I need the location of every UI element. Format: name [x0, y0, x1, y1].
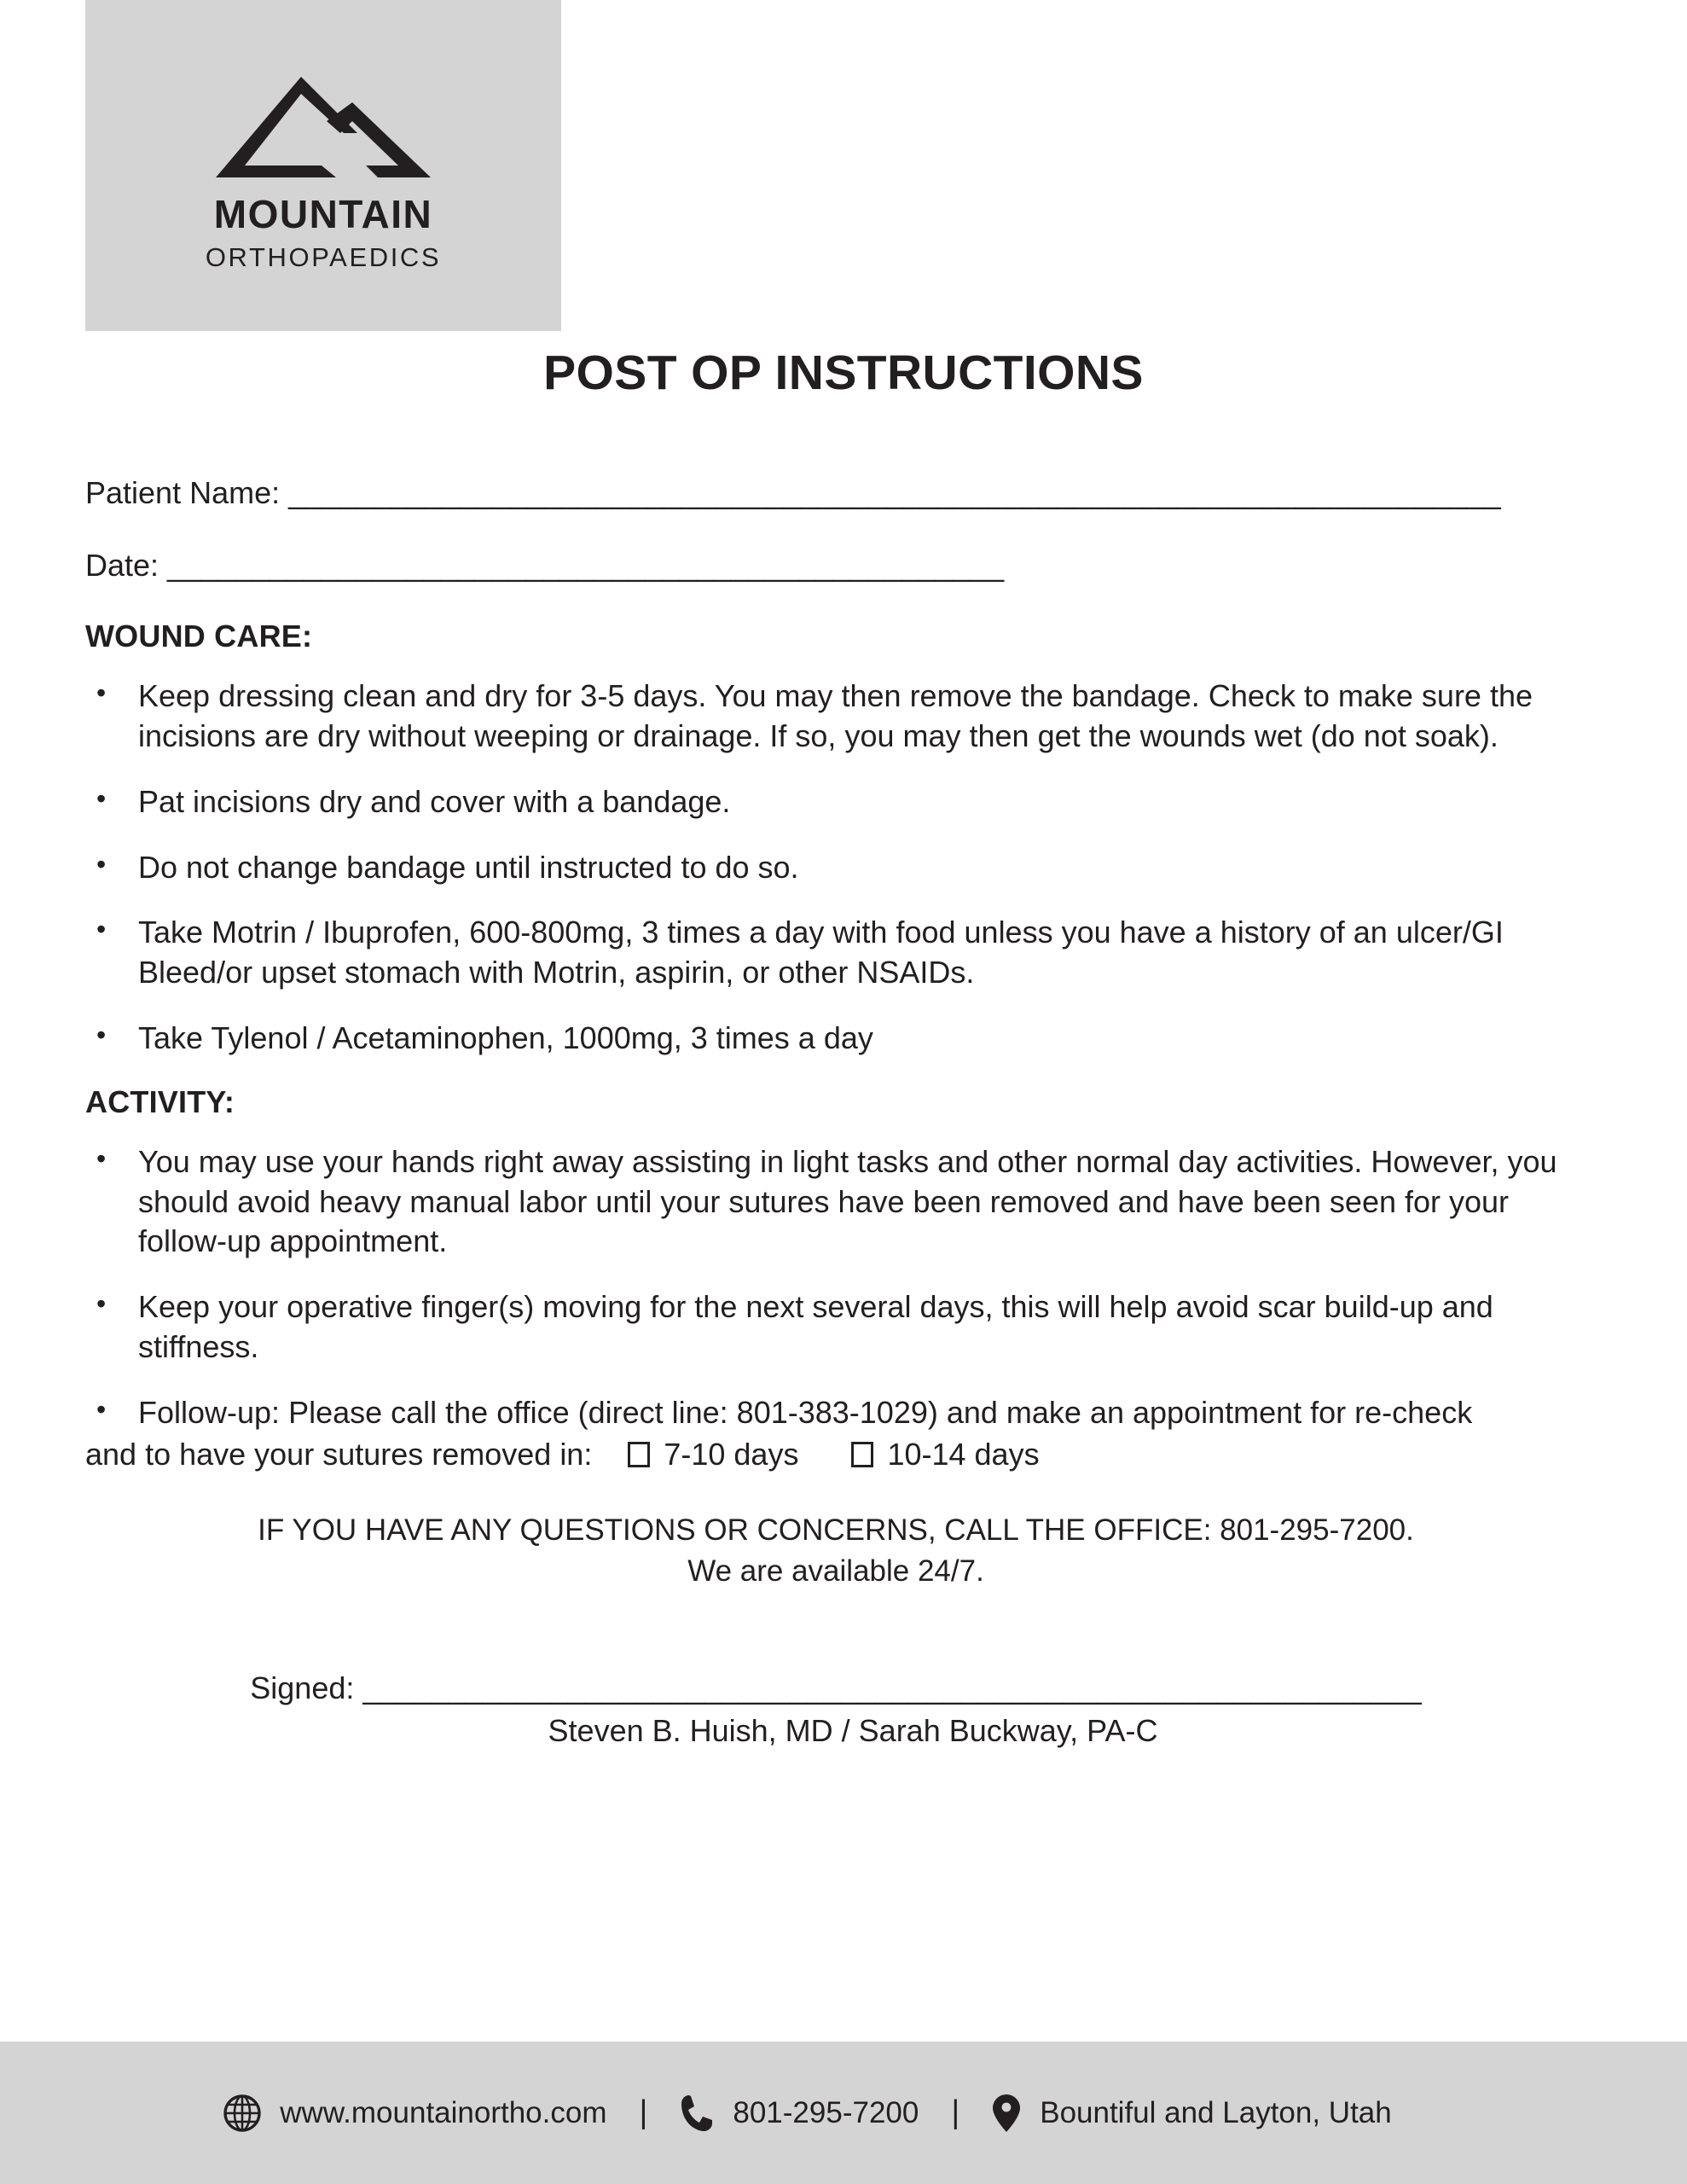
logo-subwordmark: ORTHOPAEDICS	[205, 241, 442, 272]
checkbox-box[interactable]	[628, 1442, 650, 1467]
date-field	[85, 547, 1586, 585]
list-item: • You may use your hands right away assisting in light tasks and other normal day activities. However, you should avoid heavy manual labor until your sutures have been removed and have been seen for your follow-up appointment.	[85, 1142, 1586, 1262]
mountain-icon	[216, 77, 431, 181]
section-heading-activity: ACTIVITY:	[85, 1083, 235, 1119]
footer-phone-text: 801-295-7200	[733, 2096, 919, 2129]
map-pin-icon	[992, 2094, 1021, 2133]
list-item: • Keep your operative finger(s) moving for the next several days, this will help avoid scar build-up and stiffness.	[85, 1287, 1586, 1368]
list-item: • Pat incisions dry and cover with a bandage.	[85, 782, 1586, 822]
footer-separator: |	[639, 2094, 648, 2130]
checkbox-box[interactable]	[851, 1442, 873, 1467]
checkbox-10-14-days[interactable]	[851, 1435, 1039, 1475]
activity-list	[85, 1142, 1586, 1475]
patient-name-label: Patient Name:	[85, 475, 289, 510]
document-body	[85, 474, 1586, 1751]
list-item: • Keep dressing clean and dry for 3-5 days. You may then remove the bandage. Check to make sure the incisions are dry without weeping or drainage. If so, you may then get the wounds wet (do not soak).	[85, 677, 1586, 757]
footer-location-text: Bountiful and Layton, Utah	[1040, 2096, 1392, 2129]
footer-separator: |	[951, 2094, 960, 2130]
signature-names: Steven B. Huish, MD / Sarah Buckway, PA-C	[548, 1713, 1158, 1749]
patient-name-rule[interactable]: _______________________________________________________________________	[288, 475, 1501, 510]
footer-content	[223, 2094, 1391, 2133]
followup-line-1: • Follow-up: Please call the office (direct line: 801-383-1029) and make an appointment for re-check	[138, 1394, 1473, 1430]
section-heading-wound-care: WOUND CARE:	[85, 619, 313, 654]
contact-callout	[85, 1510, 1586, 1591]
footer-location[interactable]	[992, 2094, 1392, 2133]
followup-line-2	[85, 1435, 1586, 1475]
callout-line-2: We are available 24/7.	[687, 1554, 984, 1588]
checkbox-label: 7-10 days	[664, 1436, 799, 1472]
wound-care-list	[85, 677, 1586, 1059]
list-item-followup	[85, 1393, 1586, 1475]
globe-icon	[223, 2094, 261, 2132]
list-item: • Take Tylenol / Acetaminophen, 1000mg, 3 times a day	[85, 1019, 1586, 1059]
checkbox-7-10-days[interactable]	[628, 1435, 798, 1475]
footer-phone[interactable]	[680, 2094, 919, 2133]
followup-label: and to have your sutures removed in:	[85, 1436, 593, 1472]
list-item: • Take Motrin / Ibuprofen, 600-800mg, 3 times a day with food unless you have a history of an ulcer/GI Bleed/or upset stomach with Motrin, aspirin, or other NSAIDs.	[85, 913, 1586, 993]
checkbox-label: 10-14 days	[887, 1436, 1040, 1472]
signature-rule[interactable]: ______________________________________________________________	[362, 1670, 1422, 1705]
signature-line	[85, 1669, 1586, 1709]
footer-website[interactable]	[223, 2094, 606, 2132]
patient-name-field	[85, 474, 1586, 513]
footer-website-text: www.mountainortho.com	[280, 2096, 607, 2129]
logo-block	[85, 0, 561, 331]
footer-bar	[0, 2042, 1687, 2184]
list-item: • Do not change bandage until instructed to do so.	[85, 848, 1586, 888]
logo-wordmark: MOUNTAIN	[213, 191, 433, 236]
date-label: Date:	[85, 547, 168, 583]
phone-icon	[680, 2094, 714, 2133]
page-title: POST OP INSTRUCTIONS	[543, 346, 1144, 400]
signature-block	[85, 1669, 1586, 1752]
callout-line-1: IF YOU HAVE ANY QUESTIONS OR CONCERNS, CALL THE OFFICE: 801-295-7200.	[258, 1513, 1414, 1548]
signature-label: Signed:	[250, 1670, 363, 1705]
date-rule[interactable]: _________________________________________________	[167, 547, 1005, 583]
